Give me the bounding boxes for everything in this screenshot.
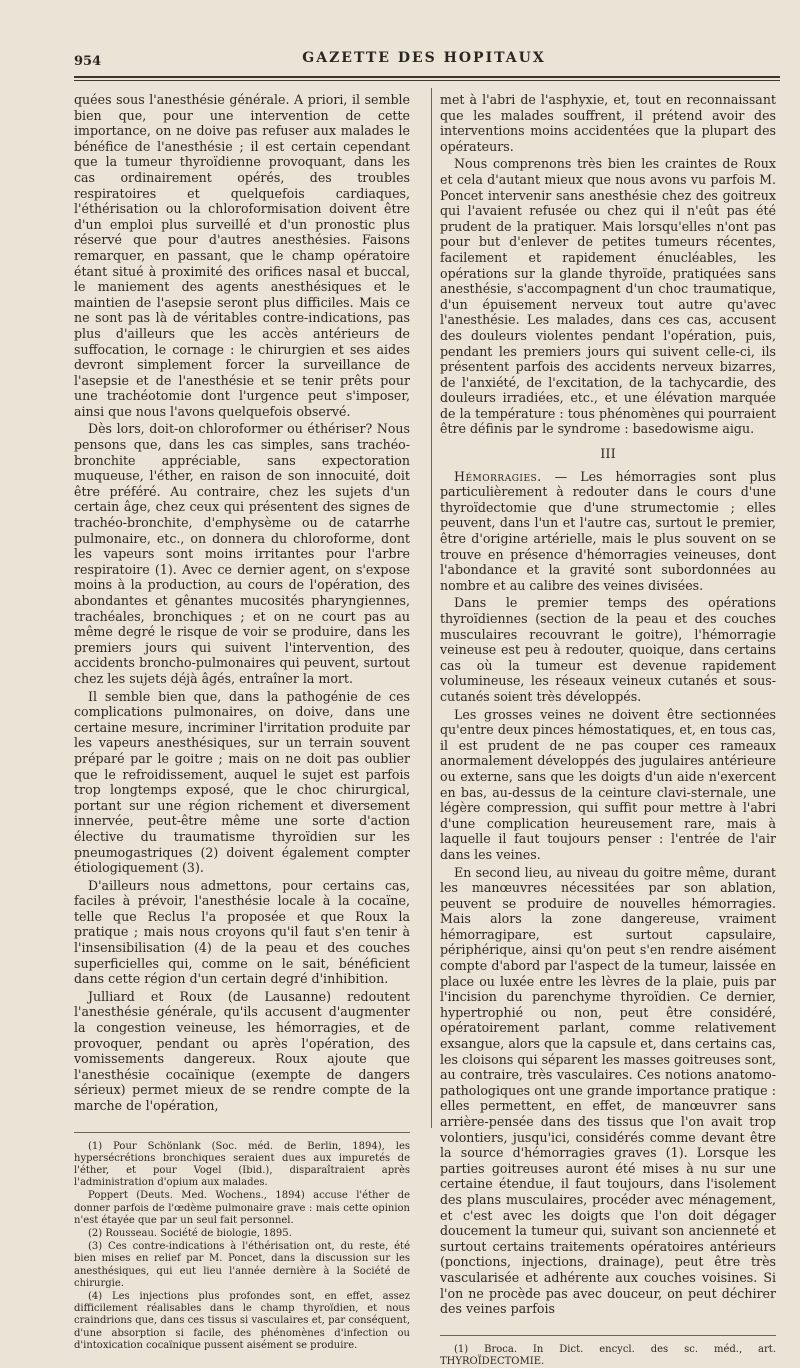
footnotes <box>440 1335 776 1368</box>
paragraph: D'ailleurs nous admettons, pour certains cas, faciles à prévoir, l'anesthésie locale à la cocaïne, telle que Reclus l'a proposée et que Roux la pratique ; mais nous croyons qu'il faut s'en tenir à l'insensibilisation (4) de la peau et des couches superficielles qui, comme on le sait, bénéficient dans cette région d'un certain degré d'inhibition. <box>74 877 410 987</box>
paragraph: Dans le premier temps des opérations thyroïdiennes (section de la peau et des couches musculaires recouvrant le goitre), l'hémorragie veineuse est peu à redouter, quoique, dans certains cas où la tumeur est devenue rapidement volumineuse, les réseaux veineux cutanés et sous-cutanés soient très développés. <box>440 595 776 704</box>
paragraph: Nous comprenons très bien les craintes de Roux et cela d'autant mieux que nous avons vu parfois M. Poncet intervenir sans anesthésie chez des goitreux qui l'avaient refusée ou chez qui il n'eût pas été prudent de la pratiquer. Mais lorsqu'elles n'ont pas pour but d'enlever de petites tumeurs récentes, facilement et rapidement énucléables, les opérations sur la glande thyroïde, pratiquées sans anesthésie, s'accompagnent d'un choc traumatique, d'un épuisement nerveux tout autre qu'avec l'anesthésie. Les malades, dans ces cas, accusent des douleurs violentes pendant l'opération, puis, pendant les premiers jours qui suivent celle-ci, ils présentent parfois des accidents nerveux bizarres, de l'anxiété, de l'excitation, de la tachycardie, des douleurs irradiées, etc., et une élévation marquée de la température : tous phénomènes qui pourraient être définis par le syndrome : basedowisme aigu. <box>440 156 776 437</box>
footnotes <box>74 1132 410 1352</box>
paragraph: Il semble bien que, dans la pathogénie de ces complications pulmonaires, on doive, dans une certaine mesure, incriminer l'irritation produite par les vapeurs anesthésiques, sur un terrain souvent préparé par le goitre ; mais on ne doit pas oublier que le refroidissement, auquel le sujet est parfois trop longtemps exposé, que le choc chirurgical, portant sur une région richement et diversement innervée, peut-être même une sorte d'action élective du traumatisme thyroïdien sur les pneumogastriques (2) doivent également compter étiologiquement (3). <box>74 688 410 876</box>
journal-title: GAZETTE DES HOPITAUX <box>302 50 546 66</box>
footnote: (4) Les injections plus profondes sont, en effet, assez difficilement réalisables dans le champ thyroïdien, et nous craindrions que, dans ces tissus si vasculaires et, par conséquent, d'une absorption si facile, des phénomènes d'infection ou d'intoxication cocaïnique pussent aisément se produire. <box>74 1291 410 1351</box>
footnote: (2) Rousseau. Société de biologie, 1895. <box>88 1228 292 1240</box>
section-lead: Hémorragies. <box>454 468 542 484</box>
paragraph: Les grosses veines ne doivent être sectionnées qu'entre deux pinces hémostatiques, et, en tous cas, il est prudent de ne pas couper ces rameaux anormalement développés des jugulaires antérieure ou externe, sans que les doigts d'un aide n'exercent en bas, au-dessus de la ceinture clavi-sternale, une légère compression, qui suffit pour mettre à l'abri d'une complication heureusement rare, mais à laquelle il faut toujours penser : l'entrée de l'air dans les veines. <box>440 706 776 862</box>
right-column <box>440 92 776 1367</box>
paragraph <box>440 469 776 594</box>
paragraph: En second lieu, au niveau du goitre même, durant les manœuvres nécessitées par son ablation, peuvent se produire de nouvelles hémorragies. Mais alors la zone dangereuse, vraiment hémorragipare, est surtout capsulaire, périphérique, ainsi qu'on peut s'en rendre aisément compte d'abord par l'aspect de la tumeur, laissée en place ou luxée entre les lèvres de la plaie, puis par l'incision du parenchyme thyroïdien. Ce dernier, hypertrophié ou non, peut être considéré, opératoirement parlant, comme relativement exsangue, alors que la capsule et, dans certains cas, les cloisons qui séparent les masses goitreuses sont, au contraire, très vasculaires. Ces notions anatomo-pathologiques ont une grande importance pratique : elles permettent, en effet, de manœuvrer sans arrière-pensée dans des tissus que l'on avait trop volontiers, jusqu'ici, considérés comme devant être la source d'hémorragies graves (1). Lorsque les parties goitreuses auront été mises à nu sur une certaine étendue, il faut toujours, dans l'isolement des plans musculaires, procéder avec ménagement, et c'est avec les doigts que l'on doit dégager doucement la tumeur qui, suivant son ancienneté et surtout certains traitements opératoires antérieurs (ponctions, injections, drainage), peut être très vascularisée et adhérente aux couches voisines. Si l'on ne procède pas avec douceur, on peut déchirer des veines parfois <box>440 864 776 1317</box>
column-divider <box>431 88 432 1128</box>
paragraph: Julliard et Roux (de Lausanne) redoutent l'anesthésie générale, qu'ils accusent d'augmenter la congestion veineuse, les hémorragies, et de provoquer, pendant ou après l'opération, des vomissements dangereux. Roux ajoute que l'anesthésie cocaïnique (exempte de dangers sérieux) permet mieux de se rendre compte de la marche de l'opération, <box>74 988 410 1113</box>
footnote: (3) Ces contre-indications à l'éthérisation ont, du reste, été bien mises en relief par M. Poncet, dans la discussion sur les anesthésiques, qui eut lieu l'année dernière à la Société de chirurgie. <box>74 1241 410 1289</box>
left-column <box>74 92 410 1351</box>
paragraph: quées sous l'anesthésie générale. A priori, il semble bien que, pour une intervention de cette importance, on ne doive pas refuser aux malades le bénéfice de l'anesthésie ; il est certain cependant que la tumeur thyroïdienne provoquant, dans les cas ordinairement opérés, des troubles respiratoires et quelquefois cardiaques, l'éthérisation ou la chloroformisation doivent être d'un emploi plus surveillé et d'un pronostic plus réservé que pour d'autres anesthésies. Faisons remarquer, en passant, que le champ opératoire étant situé à proximité des orifices nasal et buccal, le maniement des agents anesthésiques et le maintien de l'asepsie seront plus difficiles. Mais ce ne sont pas là de véritables contre-indications, pas plus d'ailleurs que les accès antérieurs de suffocation, le cornage : le chirurgien et ses aides devront simplement forcer la surveillance de l'asepsie et de l'anesthésie et se tenir prêts pour une trachéotomie dont l'urgence peut s'imposer, ainsi que nous l'avons quelquefois observé. <box>74 92 410 419</box>
page-header <box>74 44 774 72</box>
header-rule-thin <box>74 80 780 81</box>
footnote: Poppert (Deuts. Med. Wochens., 1894) accuse l'éther de donner parfois de l'œdème pulmonaire grave : mais cette opinion n'est étayée que par un seul fait personnel. <box>74 1190 410 1226</box>
section-number: III <box>600 447 616 463</box>
paragraph: Dès lors, doit-on chloroformer ou éthériser? Nous pensons que, dans les cas simples, sans trachéo-bronchite appréciable, sans expectoration muqueuse, l'éther, en raison de son innocuité, doit être préféré. Au contraire, chez les sujets d'un certain âge, chez ceux qui présentent des signes de trachéo-bronchite, d'emphysème ou de catarrhe pulmonaire, etc., on donnera du chloroforme, dont les vapeurs sont moins irritantes pour l'arbre respiratoire (1). Avec ce dernier agent, on s'expose moins à la production, au cours de l'opération, des abondantes et gênantes mucosités pharyngiennes, trachéales, bronchiques ; et on ne court pas au même degré le risque de voir se produire, dans les premiers jours qui suivent l'intervention, des accidents broncho-pulmonaires qui peuvent, surtout chez les sujets déjà âgés, entraîner la mort. <box>74 421 410 686</box>
page-number: 954 <box>74 54 102 69</box>
paragraph: met à l'abri de l'asphyxie, et, tout en reconnaissant que les malades souffrent, il prétend avoir des interventions moins accidentées que la plupart des opérateurs. <box>440 92 776 154</box>
footnote: (1) Broca. In Dict. encycl. des sc. méd., art. THYROÏDECTOMIE. <box>440 1343 776 1367</box>
footnote: (1) Pour Schönlank (Soc. méd. de Berlin, 1894), les hypersécrétions bronchiques seraient dues aux impuretés de l'éther, et pour Vogel (Ibid.), disparaîtraient après l'administration d'opium aux malades. <box>74 1140 410 1189</box>
header-rule <box>74 76 780 78</box>
paragraph-text: — Les hémorragies sont plus particulièrement à redouter dans le cours d'une thyroïdectomie que d'une strumectomie ; elles peuvent, dans l'un et l'autre cas, surtout le premier, être d'origine artérielle, mais le plus souvent on se trouve en présence d'hémorragies veineuses, dont l'abondance et la gravité sont subordonnées au nombre et au calibre des veines divisées. <box>440 468 776 593</box>
